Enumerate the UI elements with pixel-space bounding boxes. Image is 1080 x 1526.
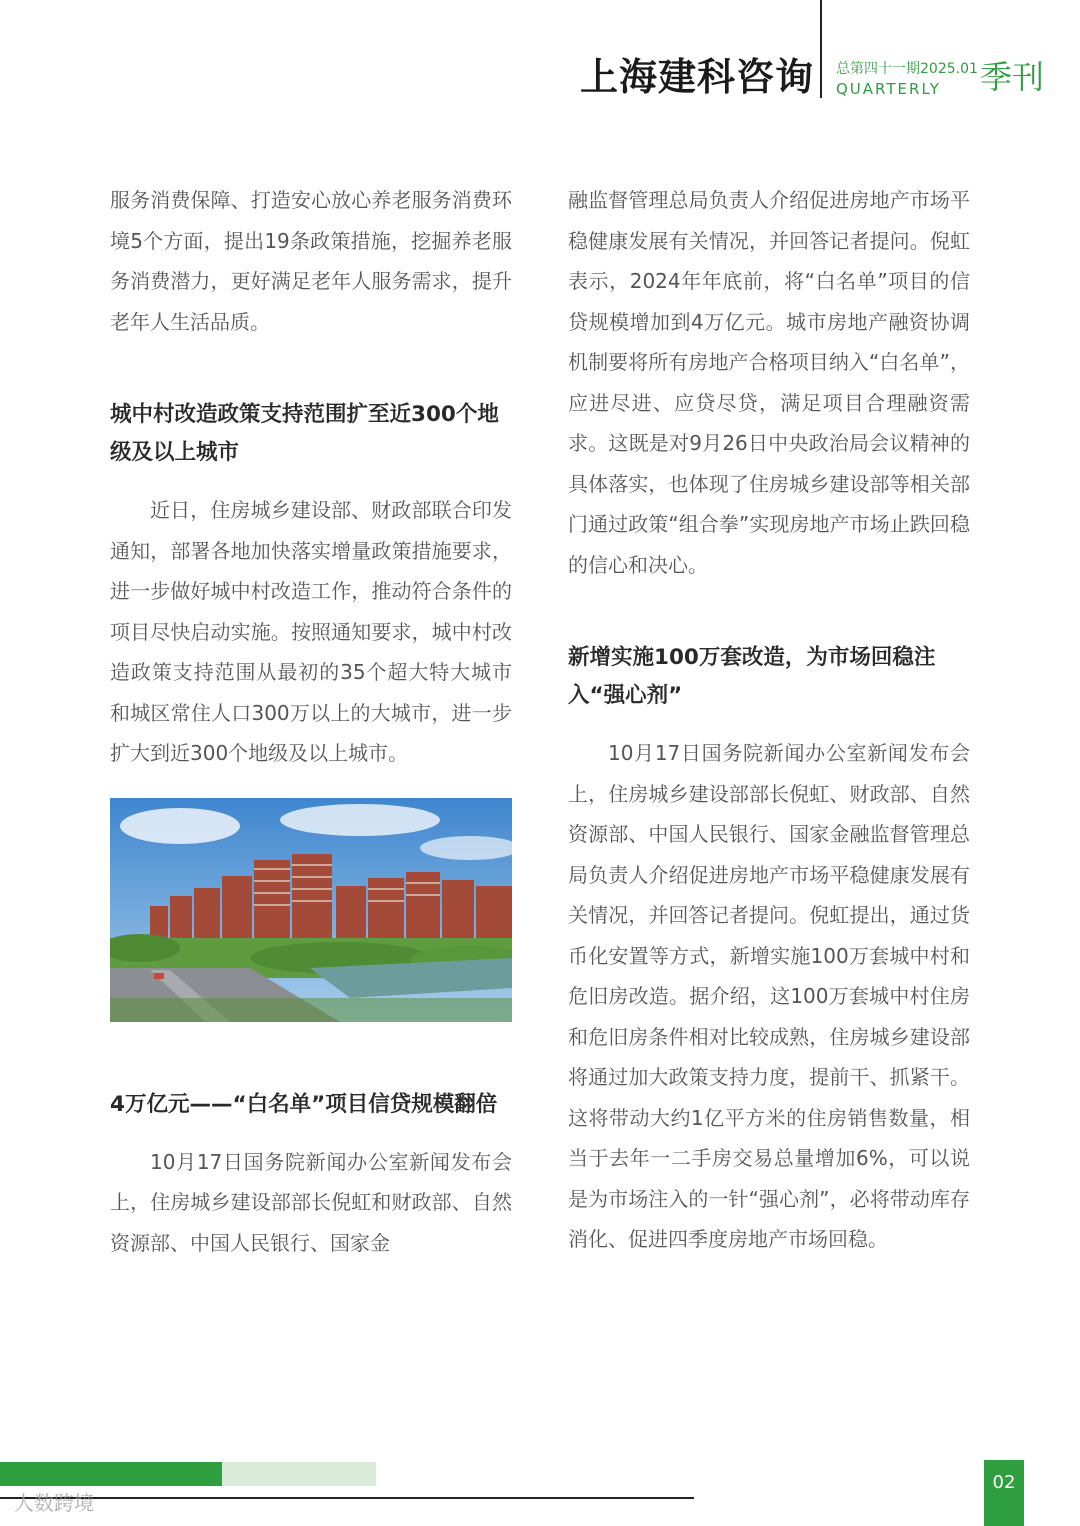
watermark: 人数跨境 <box>14 1491 94 1515</box>
section-heading: 4万亿元——“白名单”项目信贷规模翻倍 <box>110 1091 498 1117</box>
jikan-label: 季刊 <box>980 58 1045 96</box>
paragraph: 10月17日国务院新闻办公室新闻发布会上，住房城乡建设部部长倪虹、财政部、自然资源部、中国人民银行、国家金融监督管理总局负责人介绍促进房地产市场平稳健康发展有关情况，并回答记者提问。倪虹提出，通过货币化安置等方式，新增实施100万套城中村和危旧房改造。据介绍，这100万套城中村住房和危旧房条件相对比较成熟，住房城乡建设部将通过加大政策支持力度，提前干、抓紧干。这将带动大约1亿平方米的住房销售数量，相当于去年一二手房交易总量增加6%，可以说是为市场注入的一针“强心剂”，必将带动库存消化、促进四季度房地产市场回稳。 <box>568 741 970 1251</box>
paragraph: 近日，住房城乡建设部、财政部联合印发通知，部署各地加快落实增量政策措施要求，进一步做好城中村改造工作，推动符合条件的项目尽快启动实施。按照通知要求，城中村改造政策支持范围从最初的35个超大特大城市和城区常住人口300万以上的大城市，进一步扩大到近300个地级及以上城市。 <box>110 498 512 765</box>
header-divider <box>820 0 822 98</box>
right-column <box>568 180 970 1260</box>
left-column <box>110 180 512 1263</box>
paragraph: 10月17日国务院新闻办公室新闻发布会上，住房城乡建设部部长倪虹和财政部、自然资源部、中国人民银行、国家金 <box>110 1149 512 1255</box>
issue-number: 总第四十一期2025.01 <box>836 61 978 77</box>
section-heading: 城中村改造政策支持范围扩至近300个地级及以上城市 <box>110 402 499 465</box>
page-number: 02 <box>984 1460 1024 1526</box>
paragraph: 融监督管理总局负责人介绍促进房地产市场平稳健康发展有关情况，并回答记者提问。倪虹表示，2024年年底前，将“白名单”项目的信贷规模增加到4万亿元。城市房地产融资协调机制要将所有房地产合格项目纳入“白名单”，应进尽进、应贷尽贷，满足项目合理融资需求。这既是对9月26日中央政治局会议精神的具体落实，也体现了住房城乡建设部等相关部门通过政策“组合拳”实现房地产市场止跌回稳的信心和决心。 <box>568 188 970 577</box>
quarterly-label: QUARTERLY <box>836 80 941 98</box>
city-buildings-photo <box>110 798 512 1022</box>
paragraph: 服务消费保障、打造安心放心养老服务消费环境5个方面，提出19条政策措施，挖掘养老服务消费潜力，更好满足老年人服务需求，提升老年人生活品质。 <box>110 188 512 334</box>
masthead-title: 上海建科咨询 <box>580 55 815 99</box>
footer-rule <box>0 1497 694 1499</box>
section-heading: 新增实施100万套改造，为市场回稳注入“强心剂” <box>568 645 936 708</box>
footer-green-bar <box>0 1462 240 1486</box>
footer-light-bar <box>222 1462 376 1486</box>
